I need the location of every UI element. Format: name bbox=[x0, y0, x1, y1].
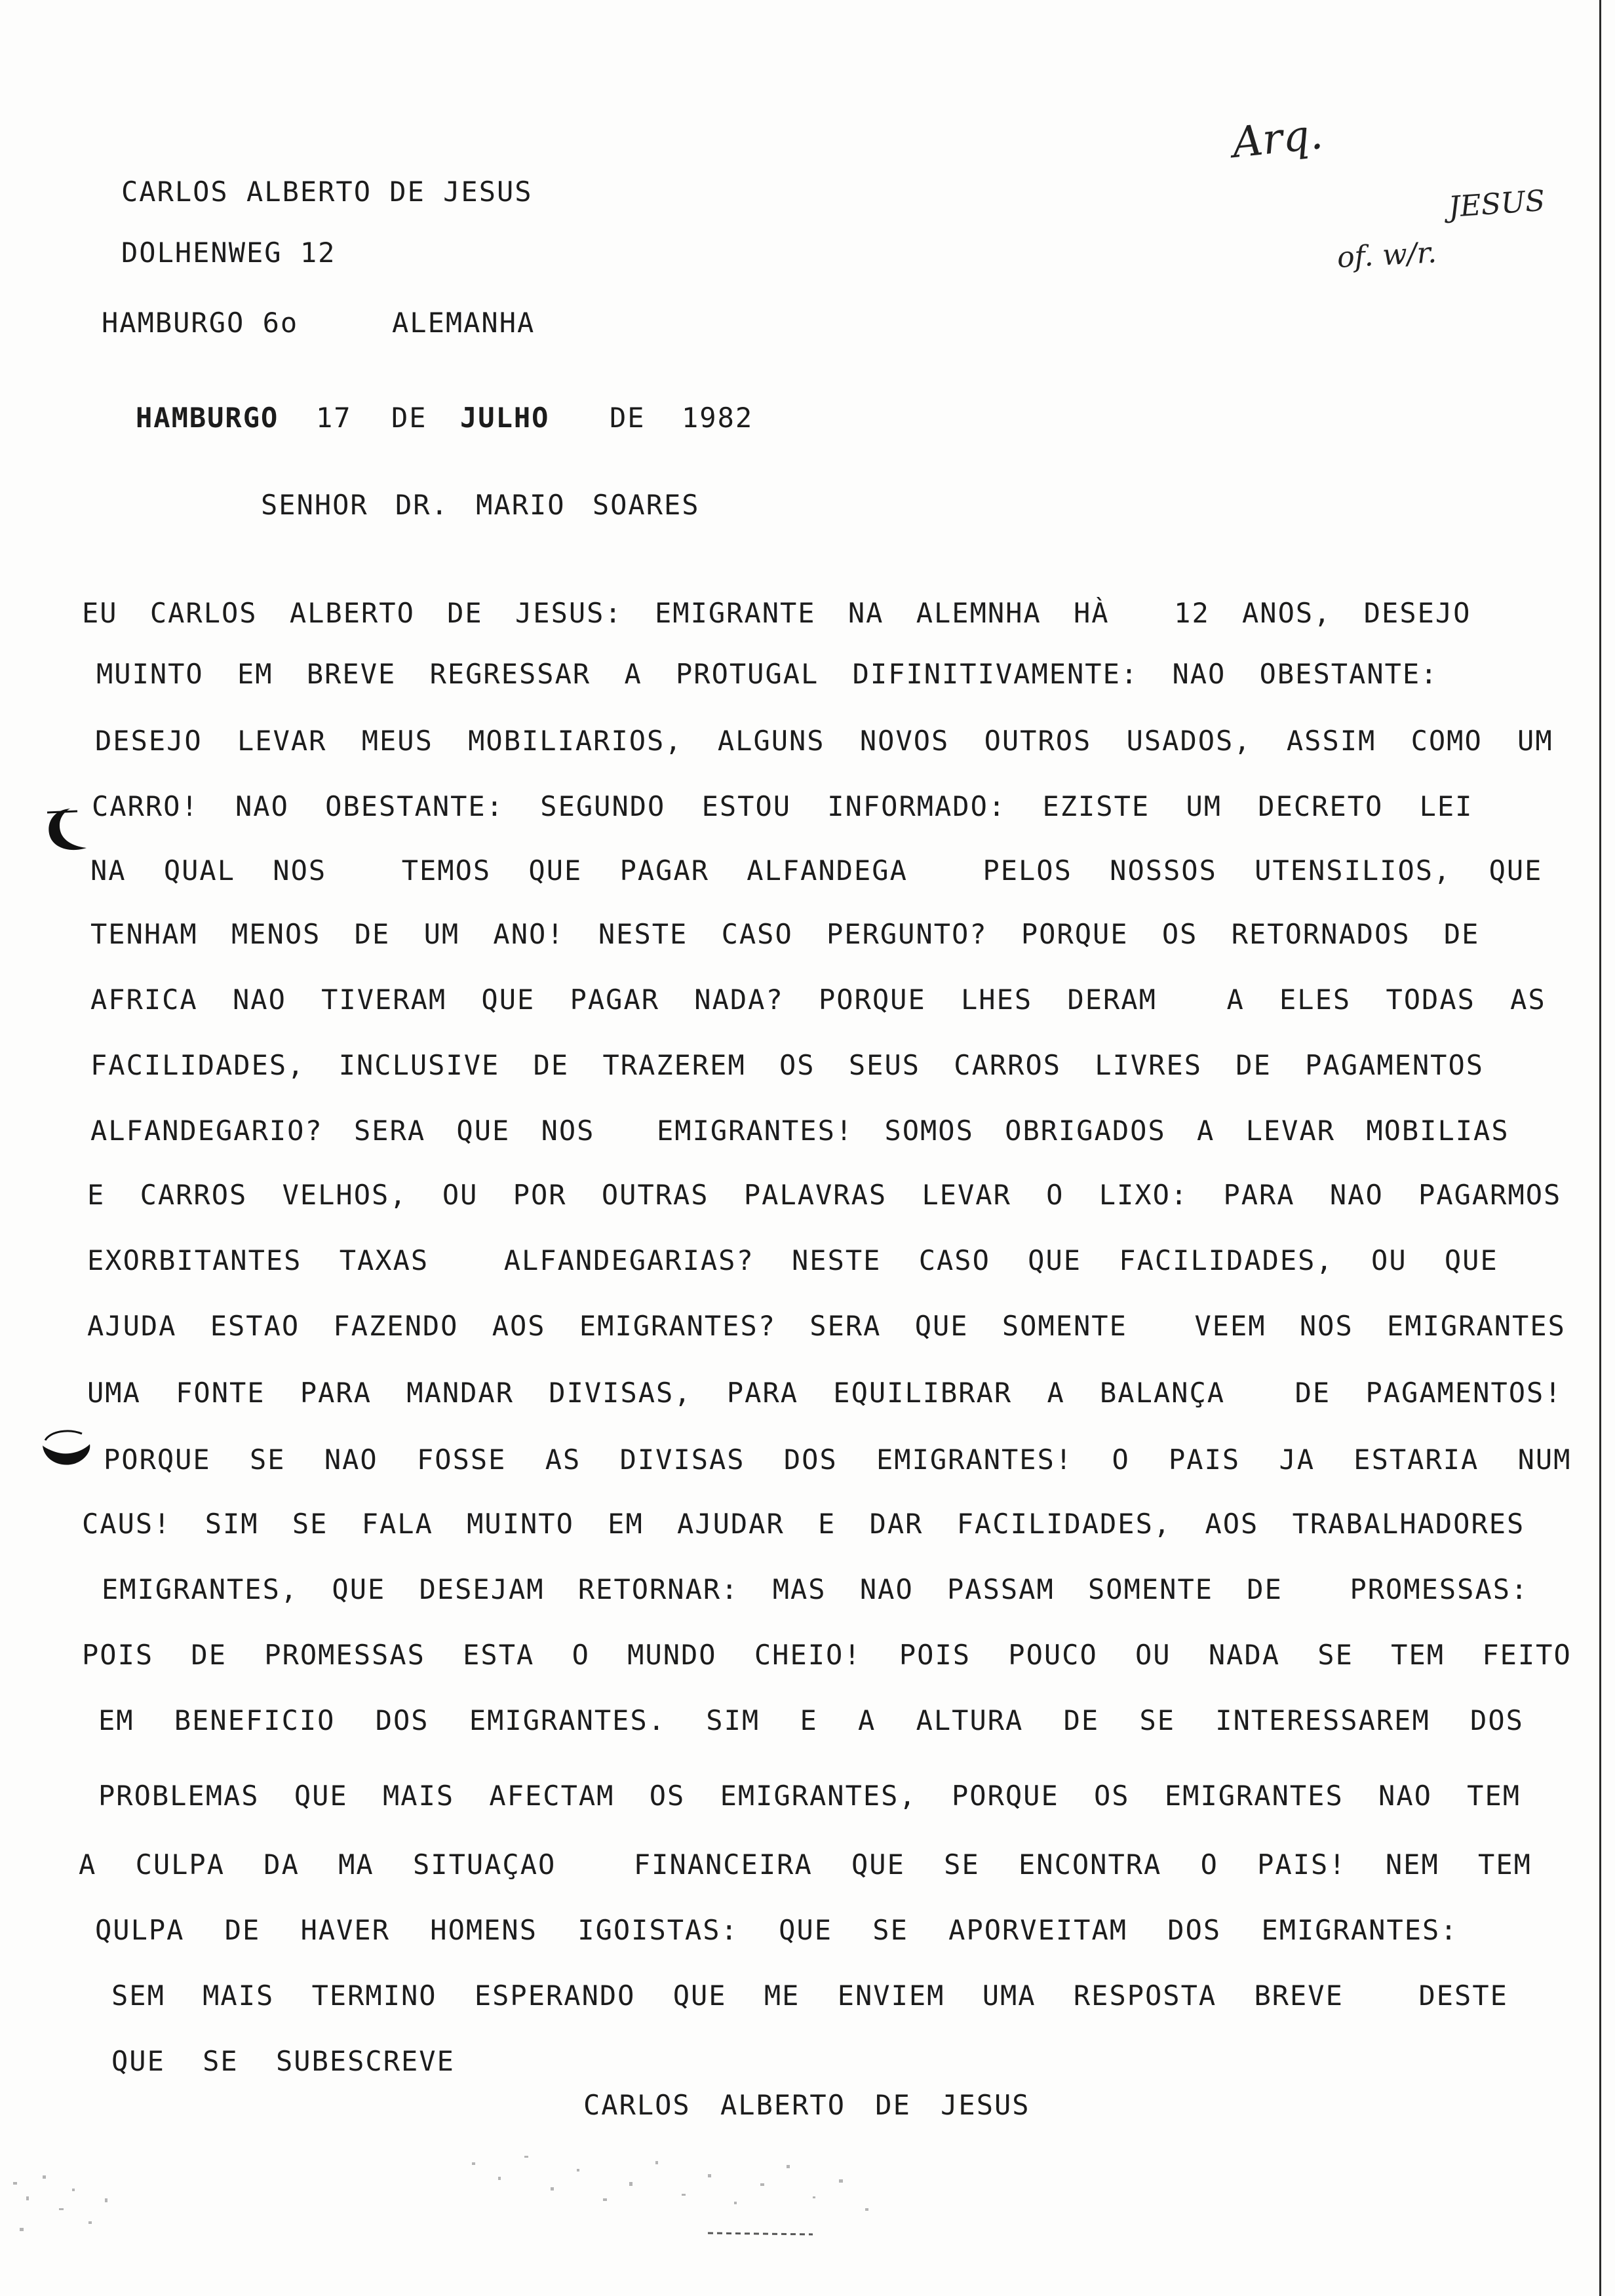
date-month: JULHO bbox=[460, 402, 550, 434]
date-de-1: DE bbox=[391, 402, 427, 434]
body-line: E CARROS VELHOS, OU POR OUTRAS PALAVRAS LEVAR O LIXO: PARA NAO PAGARMOS bbox=[87, 1179, 1562, 1211]
body-line: A CULPA DA MA SITUAÇAO FINANCEIRA QUE SE ENCONTRA O PAIS! NEM TEM bbox=[79, 1848, 1532, 1881]
annotation-archive: Arq. bbox=[1230, 109, 1325, 168]
body-line: ALFANDEGARIO? SERA QUE NOS EMIGRANTES! SOMOS OBRIGADOS A LEVAR MOBILIAS bbox=[90, 1115, 1509, 1147]
body-line: CAUS! SIM SE FALA MUINTO EM AJUDAR E DAR FACILIDADES, AOS TRABALHADORES bbox=[82, 1508, 1525, 1540]
date-year: 1982 bbox=[682, 402, 754, 434]
body-line: CARRO! NAO OBESTANTE: SEGUNDO ESTOU INFORMADO: EZISTE UM DECRETO LEI bbox=[92, 790, 1473, 822]
body-line: EXORBITANTES TAXAS ALFANDEGARIAS? NESTE CASO QUE FACILIDADES, OU QUE bbox=[87, 1244, 1498, 1276]
body-line: PROBLEMAS QUE MAIS AFECTAM OS EMIGRANTES, PORQUE OS EMIGRANTES NAO TEM bbox=[98, 1780, 1521, 1812]
body-line: AFRICA NAO TIVERAM QUE PAGAR NADA? PORQUE LHES DERAM A ELES TODAS AS bbox=[90, 984, 1546, 1016]
annotation-surname: JESUS bbox=[1447, 183, 1546, 225]
body-line: EMIGRANTES, QUE DESEJAM RETORNAR: MAS NAO PASSAM SOMENTE DE PROMESSAS: bbox=[102, 1573, 1529, 1605]
body-line: UMA FONTE PARA MANDAR DIVISAS, PARA EQUILIBRAR A BALANÇA DE PAGAMENTOS! bbox=[87, 1377, 1563, 1409]
salutation: SENHOR DR. MARIO SOARES bbox=[261, 489, 700, 521]
body-line: QULPA DE HAVER HOMENS IGOISTAS: QUE SE APORVEITAM DOS EMIGRANTES: bbox=[95, 1914, 1458, 1946]
body-line: EU CARLOS ALBERTO DE JESUS: EMIGRANTE NA ALEMNHA HÀ 12 ANOS, DESEJO bbox=[82, 597, 1471, 629]
body-line: PORQUE SE NAO FOSSE AS DIVISAS DOS EMIGRANTES! O PAIS JA ESTARIA NUM bbox=[104, 1444, 1572, 1476]
body-line: POIS DE PROMESSAS ESTA O MUNDO CHEIO! POIS POUCO OU NADA SE TEM FEITO bbox=[82, 1639, 1572, 1671]
date-day: 17 bbox=[316, 402, 352, 434]
body-line: AJUDA ESTAO FAZENDO AOS EMIGRANTES? SERA QUE SOMENTE VEEM NOS EMIGRANTES bbox=[87, 1310, 1566, 1342]
body-line: FACILIDADES, INCLUSIVE DE TRAZEREM OS SEUS CARROS LIVRES DE PAGAMENTOS bbox=[90, 1049, 1485, 1081]
date-city: HAMBURGO bbox=[136, 402, 279, 434]
body-line: QUE SE SUBESCREVE bbox=[111, 2045, 455, 2077]
punch-hole-mark-lower bbox=[36, 1422, 95, 1474]
annotation-reference: of. w/r. bbox=[1336, 236, 1438, 275]
punch-hole-mark-upper bbox=[41, 805, 100, 857]
body-line: SEM MAIS TERMINO ESPERANDO QUE ME ENVIEM UMA RESPOSTA BREVE DESTE bbox=[111, 1980, 1508, 2012]
body-line: DESEJO LEVAR MEUS MOBILIARIOS, ALGUNS NOVOS OUTROS USADOS, ASSIM COMO UM bbox=[95, 725, 1553, 757]
scan-noise bbox=[0, 2136, 1615, 2296]
sender-street: DOLHENWEG 12 bbox=[121, 237, 336, 269]
body-line: NA QUAL NOS TEMOS QUE PAGAR ALFANDEGA PELOS NOSSOS UTENSILIOS, QUE bbox=[90, 854, 1543, 887]
page-edge-line bbox=[1599, 0, 1601, 2296]
body-line: MUINTO EM BREVE REGRESSAR A PROTUGAL DIFINITIVAMENTE: NAO OBESTANTE: bbox=[96, 658, 1439, 690]
date-de-2: DE bbox=[610, 402, 646, 434]
signature-name: CARLOS ALBERTO DE JESUS bbox=[583, 2089, 1030, 2121]
body-line: TENHAM MENOS DE UM ANO! NESTE CASO PERGUNTO? PORQUE OS RETORNADOS DE bbox=[90, 918, 1480, 950]
sender-city: HAMBURGO 6o bbox=[102, 307, 299, 339]
sender-name: CARLOS ALBERTO DE JESUS bbox=[121, 176, 533, 208]
body-line: EM BENEFICIO DOS EMIGRANTES. SIM E A ALTURA DE SE INTERESSAREM DOS bbox=[98, 1704, 1524, 1736]
sender-country: ALEMANHA bbox=[392, 307, 535, 339]
